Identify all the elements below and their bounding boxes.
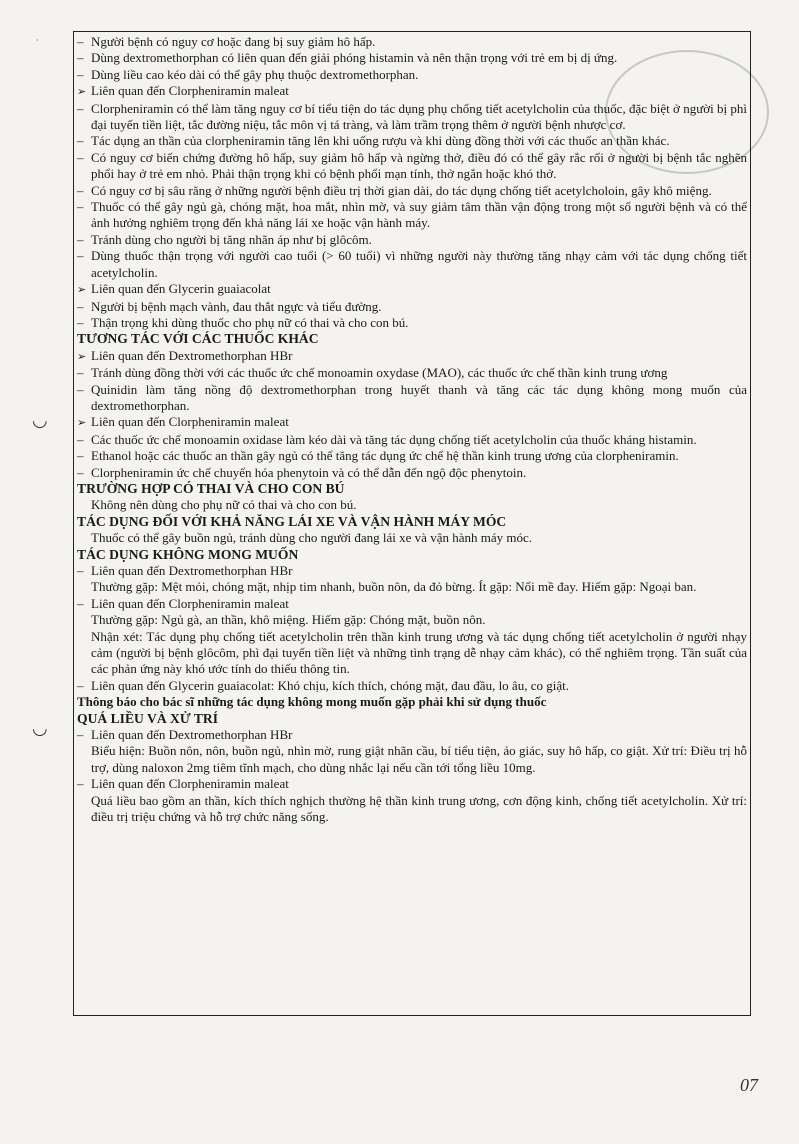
section-heading: TÁC DỤNG ĐỐI VỚI KHẢ NĂNG LÁI XE VÀ VẬN HÀNH MÁY MÓC [77,513,507,529]
text-line: – Dùng dextromethorphan có liên quan đến giải phóng histamin và nên thận trọng với trẻ em bị dị ứng. [77,50,747,66]
punch-mark: ◡ [32,410,48,431]
subsection-label: ➢ Liên quan đến Dextromethorphan HBr [77,348,747,365]
text-line: Thường gặp: Ngủ gà, an thần, khô miệng. Hiếm gặp: Chóng mặt, buồn nôn. [91,612,486,628]
text-line: Thường gặp: Mệt mỏi, chóng mặt, nhịp tim nhanh, buồn nôn, da đỏ bừng. Ít gặp: Nổi mề đay. Hiếm gặp: Ngoại ban. [91,579,697,595]
text-line: Nhận xét: Tác dụng phụ chống tiết acetylcholin trên thần kinh trung ương và tác dụng chống tiết acetylcholin ở người nhạy cảm (người bị bệnh glôcôm, phì đại tuyến tiền liệt và những tình trạng dễ nhạy cảm khác), có thể nghiêm trọng. Tần suất của các phản ứng này khó ước tính do thiếu thông tin. [91,628,747,677]
section-heading: TRƯỜNG HỢP CÓ THAI VÀ CHO CON BÚ [77,480,345,496]
section-heading: TƯƠNG TÁC VỚI CÁC THUỐC KHÁC [77,331,319,347]
text-line: – Tránh dùng cho người bị tăng nhãn áp như bị glôcôm. [77,232,747,248]
text-line: Không nên dùng cho phụ nữ có thai và cho con bú. [91,497,357,513]
text-line: – Thận trọng khi dùng thuốc cho phụ nữ có thai và cho con bú. [77,315,747,331]
text-line: Quá liều bao gồm an thần, kích thích nghịch thường hệ thần kinh trung ương, cơn động kinh, chống tiết acetylcholin. Xử trí: điều trị triệu chứng và hỗ trợ chức năng sống. [91,792,747,825]
dot-mark: · [36,36,39,45]
text-line: – Liên quan đến Dextromethorphan HBr [77,727,747,743]
section-heading: TÁC DỤNG KHÔNG MONG MUỐN [77,546,299,562]
subsection-label: ➢ Liên quan đến Glycerin guaiacolat [77,281,747,298]
text-line: – Người bệnh có nguy cơ hoặc đang bị suy giảm hô hấp. [77,34,747,50]
text-line: – Tránh dùng đồng thời với các thuốc ức chế monoamin oxydase (MAO), các thuốc ức chế thần kinh trung ương [77,365,747,381]
handwritten-page-number: 07 [740,1075,758,1095]
text-line: – Clorpheniramin ức chế chuyển hóa phenytoin và có thể dẫn đến ngộ độc phenytoin. [77,465,747,481]
text-line: – Liên quan đến Dextromethorphan HBr [77,563,747,579]
text-line: – Các thuốc ức chế monoamin oxidase làm kéo dài và tăng tác dụng chống tiết acetylcholin của thuốc kháng histamin. [77,432,747,448]
subsection-label: ➢ Liên quan đến Clorpheniramin maleat [77,414,747,431]
text-line: – Liên quan đến Clorpheniramin maleat [77,596,747,612]
text-line: – Có nguy cơ biến chứng đường hô hấp, suy giảm hô hấp và ngừng thở, điều đó có thể gây rắc rối ở người bị bệnh tắc nghẽn phổi hay ở trẻ em nhỏ. Phải thận trọng khi có bệnh phổi mạn tính, thở ngắn hoặc khó thở. [77,150,747,183]
section-heading: QUÁ LIỀU VÀ XỬ TRÍ [77,710,218,726]
text-line: – Người bị bệnh mạch vành, đau thắt ngực và tiểu đường. [77,299,747,315]
text-line: – Có nguy cơ bị sâu răng ở những người bệnh điều trị thời gian dài, do tác dụng chống tiết acetylcholoin, gây khô miệng. [77,183,747,199]
punch-mark: ◡ [32,718,48,739]
text-line: – Clorpheniramin có thể làm tăng nguy cơ bí tiểu tiện do tác dụng phụ chống tiết acetylcholin của thuốc, đặc biệt ở người bị phì đại tuyến tiền liệt, tắc đường niệu, tắc môn vị tá tràng, và làm trầm trọng thêm ở người bệnh nhược cơ. [77,101,747,134]
document-body [77,34,747,826]
text-line: – Tác dụng an thần của clorpheniramin tăng lên khi uống rượu và khi dùng đồng thời với các thuốc an thần khác. [77,133,747,149]
text-line: – Ethanol hoặc các thuốc an thần gây ngủ có thể tăng tác dụng ức chế hệ thần kinh trung ương của clorpheniramin. [77,448,747,464]
text-line: Thuốc có thể gây buồn ngủ, tránh dùng cho người đang lái xe và vận hành máy móc. [91,530,533,546]
text-line: – Dùng liều cao kéo dài có thể gây phụ thuộc dextromethorphan. [77,67,747,83]
text-line: – Quinidin làm tăng nồng độ dextromethorphan trong huyết thanh và tăng các tác dụng không mong muốn của dextromethorphan. [77,382,747,415]
text-line: – Dùng thuốc thận trọng với người cao tuổi (> 60 tuổi) vì những người này thường tăng nhạy cảm với tác dụng chống tiết acetylcholin. [77,248,747,281]
text-line: – Liên quan đến Glycerin guaiacolat: Khó chịu, kích thích, chóng mặt, đau đầu, lo âu, co giật. [77,678,747,694]
text-line: – Liên quan đến Clorpheniramin maleat [77,776,747,792]
text-line: – Thuốc có thể gây ngủ gà, chóng mặt, hoa mắt, nhìn mờ, và suy giảm tâm thần vận động trong một số người bệnh và có thể ảnh hưởng nghiêm trọng đến khả năng lái xe hoặc vận hành máy. [77,199,747,232]
text-line: Thông báo cho bác sĩ những tác dụng không mong muốn gặp phải khi sử dụng thuốc [77,694,547,710]
text-line: Biểu hiện: Buồn nôn, nôn, buồn ngủ, nhìn mờ, rung giật nhãn cầu, bí tiểu tiện, ảo giác, suy hô hấp, co giật. Xử trí: Điều trị hỗ trợ, dùng naloxon 2mg tiêm tĩnh mạch, cho dùng nhắc lại nếu cần tới tổng liều 10mg. [91,743,747,775]
subsection-label: ➢ Liên quan đến Clorpheniramin maleat [77,83,747,100]
